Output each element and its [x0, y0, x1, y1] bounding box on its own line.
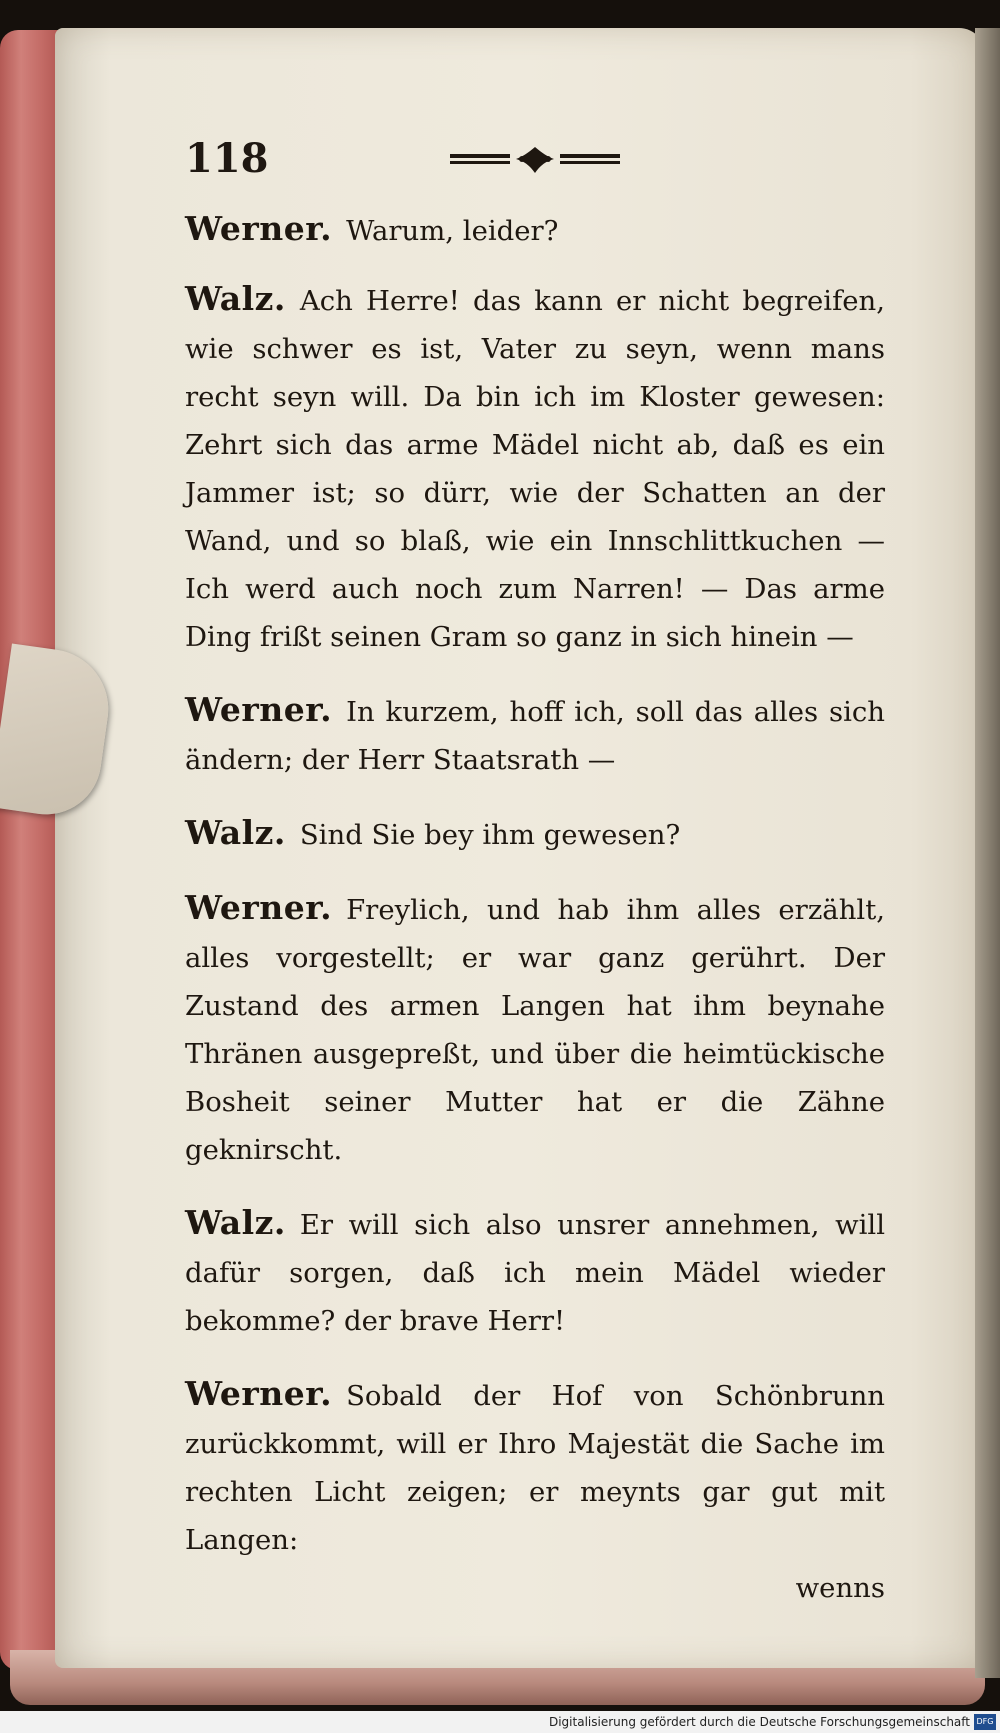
dialogue-text: Er will sich also unsrer annehmen, will dafür sorgen, daß ich mein Mädel wieder bekomme? der brave Herr!: [185, 1209, 885, 1337]
dialogue-paragraph: [185, 686, 885, 784]
speaker-name: Werner.: [185, 209, 333, 248]
speaker-name: Werner.: [185, 1374, 333, 1413]
page-header: [185, 135, 885, 195]
page-right-shadow: [975, 28, 1000, 1678]
dfg-logo: DFG: [974, 1714, 996, 1730]
footer-credit: Digitalisierung gefördert durch die Deutsche Forschungsgemeinschaft: [548, 1715, 970, 1729]
speaker-name: Walz.: [185, 813, 286, 852]
dialogue-text: Sind Sie bey ihm gewesen?: [299, 819, 681, 851]
page-text: [185, 205, 885, 1612]
dialogue-text: Freylich, und hab ihm alles erzählt, alles vorgestellt; er war ganz gerührt. Der Zustand des armen Langen hat ihm beynahe Thränen ausgepreßt, und über die heimtückische Bosheit seiner Mutter hat er die Zähne geknirscht.: [185, 894, 885, 1166]
dialogue-text: Ach Herre! das kann er nicht begreifen, wie schwer es ist, Vater zu seyn, wenn mans recht seyn will. Da bin ich im Kloster gewesen: Zehrt sich das arme Mädel nicht ab, daß es ein Jammer ist; so dürr, wie der Schatten an der Wand, und so blaß, wie ein Innschlittkuchen — Ich werd auch noch zum Narren! — Das arme Ding frißt seinen Gram so ganz in sich hinein —: [185, 285, 885, 653]
speaker-name: Werner.: [185, 690, 333, 729]
page-number: 118: [185, 135, 269, 182]
catchword: wenns: [795, 1572, 885, 1604]
dialogue-text: Sobald der Hof von Schönbrunn zurückkommt, will er Ihro Majestät die Sache im rechten Licht zeigen; er meynts gar gut mit Langen:: [185, 1380, 885, 1556]
dialogue-paragraph: [185, 1199, 885, 1345]
dialogue-paragraph: [185, 205, 885, 255]
dialogue-paragraph: [185, 1370, 885, 1564]
speaker-name: Walz.: [185, 1203, 286, 1242]
speaker-name: Werner.: [185, 888, 333, 927]
dialogue-paragraph: [185, 884, 885, 1174]
digitization-footer: [0, 1711, 1000, 1733]
dialogue-text: In kurzem, hoff ich, soll das alles sich ändern; der Herr Staatsrath —: [185, 696, 885, 776]
fleuron-ornament-icon: [450, 145, 620, 175]
speaker-name: Walz.: [185, 279, 286, 318]
dialogue-paragraph: [185, 275, 885, 661]
dialogue-text: Warum, leider?: [346, 215, 559, 247]
dialogue-paragraph: [185, 809, 885, 859]
